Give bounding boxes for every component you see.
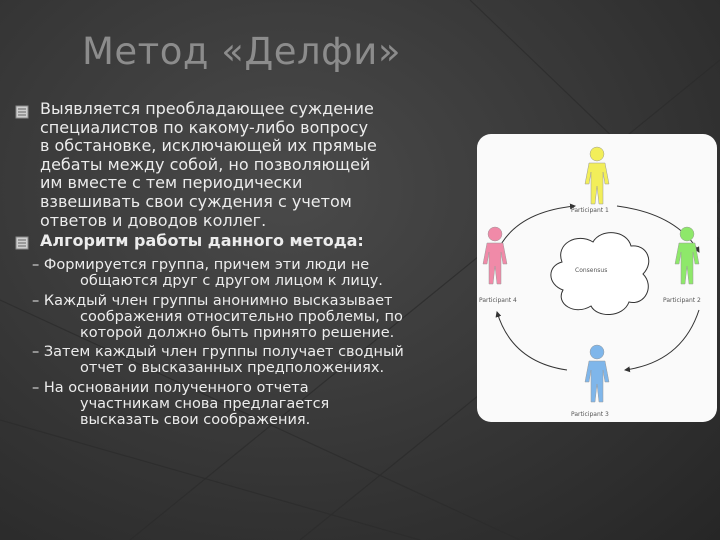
- dash-marker: –: [32, 257, 40, 274]
- step-text: Формируется группа, причем эти люди не: [43, 257, 370, 274]
- scroll-bullet-icon: [14, 105, 30, 119]
- delphi-diagram-svg: [477, 134, 717, 422]
- algorithm-heading: Алгоритм работы данного метода:: [40, 231, 364, 251]
- dash-marker: –: [32, 344, 40, 361]
- text-line: в обстановке, исключающей их прямые: [40, 136, 377, 156]
- algorithm-steps: [12, 257, 474, 428]
- step-text: высказать свои соображения.: [80, 411, 311, 428]
- step-text: Затем каждый член группы получает сводный: [43, 344, 404, 361]
- participant-4-body: [483, 243, 507, 284]
- text-line: взвешивать свои суждения с учетом: [40, 191, 352, 211]
- text-line: специалистов по какому-либо вопросу: [40, 117, 369, 137]
- participant-4-figure: [483, 227, 507, 284]
- dash-marker: –: [32, 292, 40, 309]
- participant-3-label: Participant 3: [571, 411, 609, 418]
- text-line: дебаты между собой, но позволяющей: [40, 154, 371, 174]
- step-text: отчет о высказанных предположениях.: [80, 360, 385, 377]
- slide-title: Метод «Делфи»: [82, 30, 401, 73]
- participant-2-label: Participant 2: [663, 297, 701, 304]
- step-text: общаются друг с другом лицом к лицу.: [80, 273, 383, 290]
- participant-3-head: [590, 345, 604, 359]
- step-item: [32, 293, 474, 342]
- participant-2-body: [675, 243, 699, 284]
- step-text: которой должно быть принято решение.: [80, 324, 395, 341]
- slide-body: [12, 100, 474, 431]
- step-text: Каждый член группы анонимно высказывает: [43, 292, 393, 309]
- definition-text: [40, 100, 474, 230]
- consensus-label: Consensus: [575, 267, 608, 274]
- participant-1-label: Participant 1: [571, 207, 609, 214]
- text-line: им вместе с тем периодически: [40, 173, 303, 193]
- participant-4-head: [488, 227, 502, 241]
- bullet-algorithm: [12, 231, 474, 251]
- participant-1-body: [585, 163, 609, 204]
- arrow-2-to-3: [625, 310, 699, 370]
- step-text: На основании полученного отчета: [43, 379, 309, 396]
- text-line: ответов и доводов коллег.: [40, 210, 267, 230]
- dash-marker: –: [32, 379, 40, 396]
- arrow-3-to-4: [497, 312, 567, 370]
- participant-2-head: [680, 227, 694, 241]
- step-item: [32, 344, 474, 376]
- arrow-4-to-1: [497, 206, 575, 252]
- participant-1-figure: [585, 147, 609, 204]
- step-text: участникам снова предлагается: [80, 395, 330, 412]
- participant-1-head: [590, 147, 604, 161]
- bullet-definition: [12, 100, 474, 230]
- participant-2-figure: [675, 227, 699, 284]
- delphi-diagram: [477, 134, 717, 422]
- text-line: Выявляется преобладающее суждение: [40, 99, 374, 118]
- scroll-bullet-icon: [14, 236, 30, 250]
- step-text: соображения относительно проблемы, по: [80, 308, 403, 325]
- participant-3-figure: [585, 345, 609, 402]
- participant-3-body: [585, 361, 609, 402]
- participant-4-label: Participant 4: [479, 297, 517, 304]
- step-item: [32, 380, 474, 429]
- step-item: [32, 257, 474, 289]
